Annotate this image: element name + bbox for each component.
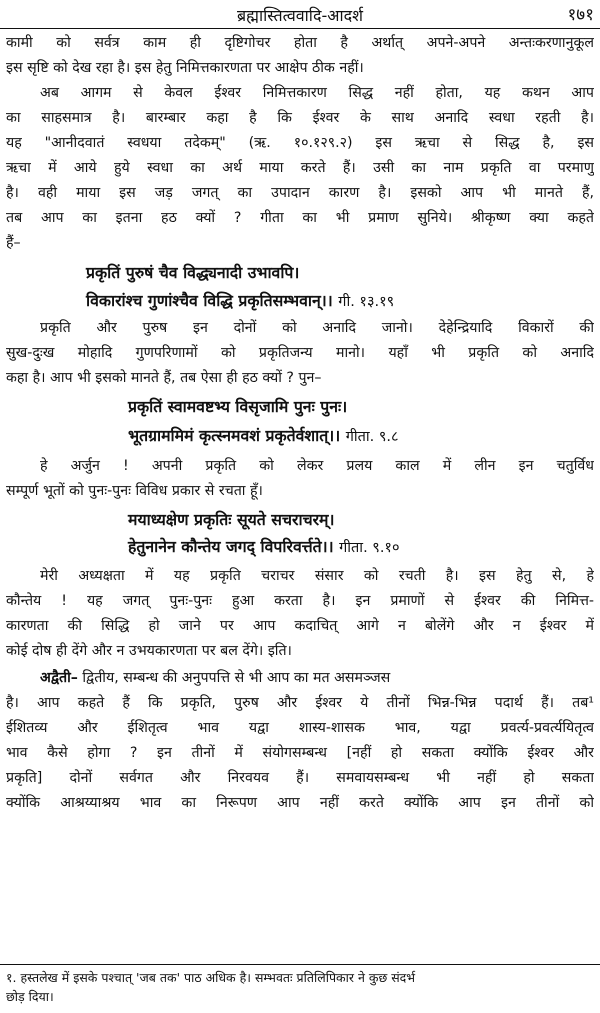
- verse-line: मयाध्यक्षेण प्रकृतिः सूयते सचराचरम्।: [128, 510, 335, 529]
- verse-reference: गीता. ९.१०: [339, 540, 400, 556]
- text-line: है। आप कहते हैं कि प्रकृति, पुरुष और ईश्वर ये तीनों भिन्न-भिन्न पदार्थ हैं। तब¹: [6, 695, 594, 711]
- verse-text: विकारांश्च गुणांश्चैव विद्धि प्रकृतिसम्भवान्।।: [86, 291, 333, 310]
- text-line: इस सृष्टि को देख रहा है। इस हेतु निमित्तकारणता पर आक्षेप ठीक नहीं।: [6, 60, 364, 76]
- verse-text: भूतग्राममिमं कृत्स्नमवशं प्रकृतेर्वशात्।।: [128, 426, 341, 445]
- running-title: ब्रह्मास्तित्ववादि-आदर्श: [237, 6, 363, 25]
- footnote-line: छोड़ दिया।: [6, 989, 54, 1004]
- verse-reference: गीता. ९.८: [345, 429, 399, 445]
- running-header: [0, 2, 600, 28]
- text-line: प्रकृति] दोनों सर्वगत और निरवयव हैं। समवायसम्बन्ध भी नहीं हो सकता: [6, 770, 594, 786]
- text-line: क्योंकि आश्रय्याश्रय भाव का निरूपण आप नहीं करते क्योंकि आप इन तीनों को: [6, 795, 594, 811]
- text-line: है। वही माया इस जड़ जगत् का उपादान कारण है। इसको आप भी मानते हैं,: [6, 185, 594, 201]
- text-line: कामी को सर्वत्र काम ही दृष्टिगोचर होता है अर्थात् अपने-अपने अन्तःकरणानुकूल: [6, 35, 594, 51]
- text-line: कौन्तेय ! यह जगत् पुनः-पुनः हुआ करता है। इन प्रमाणों से ईश्वर की निमित्त-: [6, 593, 594, 609]
- verse-line: [86, 290, 394, 313]
- page-number: १७१: [567, 5, 594, 25]
- footnote-rule: [0, 964, 600, 965]
- speaker-label: अद्वैती–: [40, 670, 78, 686]
- text-line: कारणता की सिद्धि हो जाने पर आप कदाचित् आगे न बोलेंगे और न ईश्वर में: [6, 618, 594, 634]
- text-line: हे अर्जुन ! अपनी प्रकृति को लेकर प्रलय काल में लीन इन चतुर्विध: [40, 458, 594, 474]
- verse-text: हेतुनानेन कौन्तेय जगद् विपरिवर्त्तते।।: [128, 537, 334, 556]
- text-line: ऋचा में आये हुये स्वधा का अर्थ माया करते हैं। उसी का नाम प्रकृति वा परमाणु: [6, 160, 594, 176]
- text-line: यह "आनीदवातं स्वधया तदेकम्" (ऋ. १०.१२९.२) इस ऋचा से सिद्ध है, इस: [6, 135, 594, 151]
- text-line: कोई दोष ही देंगे और न उभयकारणता पर बल देंगे। इति।: [6, 643, 292, 659]
- text-line: भाव कैसे होगा ? इन तीनों में संयोगसम्बन्ध [नहीं हो सकता क्योंकि ईश्वर और: [6, 745, 594, 761]
- verse-line: [128, 536, 400, 559]
- text-line: ईशितव्य और ईशितृत्व भाव यद्वा शास्य-शासक भाव, यद्वा प्रवर्त्य-प्रवर्त्ययितृत्व: [6, 720, 594, 736]
- text-line: का साहसमात्र है। बारम्बार कहा है कि ईश्वर के साथ अनादि स्वधा रहती है।: [6, 110, 594, 126]
- verse-line: प्रकृतिं स्वामवष्टभ्य विसृजामि पुनः पुनः।: [128, 397, 348, 416]
- verse-line: [128, 425, 399, 448]
- verse-reference: गी. १३.१९: [338, 294, 395, 310]
- text-line: तब आप का इतना हठ क्यों ? गीता का भी प्रमाण सुनिये। श्रीकृष्ण क्या कहते: [6, 210, 594, 226]
- text-line: सम्पूर्ण भूतों को पुनः-पुनः विविध प्रकार से रचता हूँ।: [6, 483, 263, 499]
- text-line: हैं–: [6, 235, 21, 251]
- verse-line: प्रकृतिं पुरुषं चैव विद्ध्यनादी उभावपि।: [86, 263, 300, 282]
- text-line: अब आगम से केवल ईश्वर निमित्तकारण सिद्ध नहीं होता, यह कथन आप: [40, 85, 594, 101]
- text-line: कहा है। आप भी इसको मानते हैं, तब ऐसा ही हठ क्यों ? पुन–: [6, 370, 322, 386]
- footnote-line: १. हस्तलेख में इसके पश्चात् 'जब तक' पाठ अधिक है। सम्भवतः प्रतिलिपिकार ने कुछ संदर्भ: [6, 970, 416, 985]
- text-line: [40, 668, 594, 688]
- text-line: प्रकृति और पुरुष इन दोनों को अनादि जानो। देहेन्द्रियादि विकारों की: [40, 320, 594, 336]
- text-line: सुख-दुःख मोहादि गुणपरिणामों को प्रकृतिजन्य मानो। यहाँ भी प्रकृति को अनादि: [6, 345, 594, 361]
- text-run: द्वितीय, सम्बन्ध की अनुपपत्ति से भी आप का मत असमञ्जस: [82, 670, 391, 686]
- header-rule: [0, 28, 600, 29]
- text-line: मेरी अध्यक्षता में यह प्रकृति चराचर संसार को रचती है। इस हेतु से, हे: [40, 568, 594, 584]
